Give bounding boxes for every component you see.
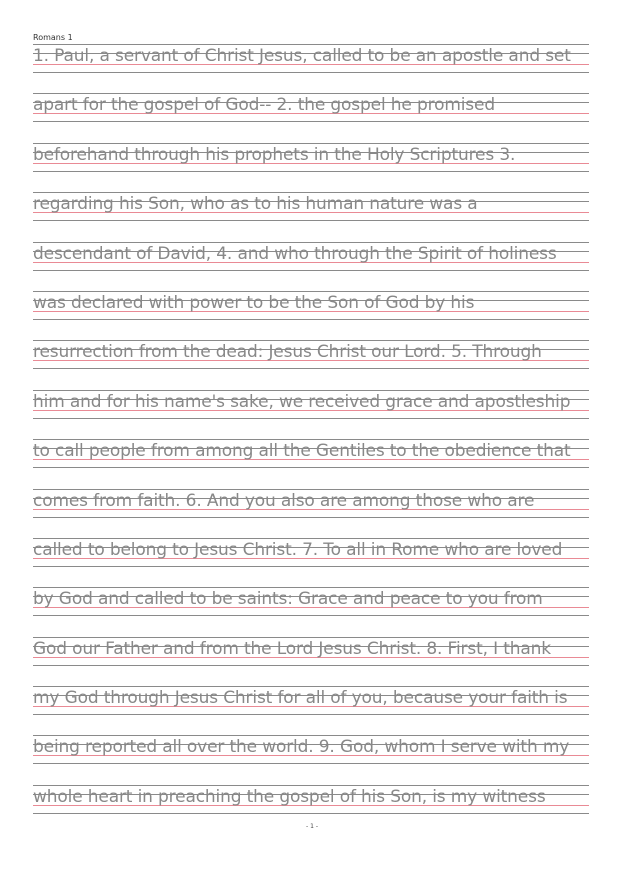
practice-line-6 [33,291,589,340]
tracing-text: 1. Paul, a servant of Christ Jesus, called to be an apostle and set [33,46,571,66]
tracing-text: God our Father and from the Lord Jesus Christ. 8. First, I thank [33,638,551,659]
guide-rule-bottom [33,714,589,715]
page-number: - 1 - [306,823,318,830]
guide-rule-bottom [33,566,589,567]
practice-line-1 [33,44,589,93]
practice-line-3 [33,143,589,192]
practice-line-5 [33,242,589,291]
tracing-text: apart for the gospel of God-- 2. the gospel he promised [33,95,495,116]
tracing-text: descendant of David, 4. and who through the Spirit of holiness [33,243,557,264]
practice-line-11 [33,538,589,587]
guide-rule-bottom [33,319,589,320]
practice-line-15 [33,735,589,784]
page-header: Romans 1 [33,33,73,42]
tracing-text: whole heart in preaching the gospel of his Son, is my witness [33,786,546,807]
tracing-text: comes from faith. 6. And you also are among those who are [33,490,535,511]
handwriting-practice-sheet [33,44,589,834]
practice-line-14 [33,686,589,735]
guide-rule-bottom [33,763,589,764]
practice-line-4 [33,192,589,241]
practice-line-9 [33,439,589,488]
tracing-text: was declared with power to be the Son of God by his [33,292,475,313]
guide-rule-bottom [33,220,589,221]
tracing-text: my God through Jesus Christ for all of you, because your faith is [33,688,568,709]
tracing-text: called to belong to Jesus Christ. 7. To all in Rome who are loved [33,539,563,560]
practice-line-12 [33,587,589,636]
guide-rule-bottom [33,517,589,518]
guide-rule-bottom [33,72,589,73]
practice-line-8 [33,390,589,439]
tracing-text: beforehand through his prophets in the Holy Scriptures 3. [33,144,516,165]
tracing-text: by God and called to be saints: Grace and peace to you from [33,589,543,610]
tracing-text: being reported all over the world. 9. God, whom I serve with my [33,737,570,758]
guide-rule-bottom [33,467,589,468]
tracing-text: regarding his Son, who as to his human nature was a [33,194,478,215]
tracing-text: him and for his name's sake, we received grace and apostleship [33,391,571,412]
guide-rule-bottom [33,368,589,369]
guide-rule-bottom [33,270,589,271]
practice-line-7 [33,340,589,389]
tracing-text: resurrection from the dead: Jesus Christ our Lord. 5. Through [33,342,542,363]
practice-line-13 [33,637,589,686]
guide-rule-bottom [33,121,589,122]
guide-rule-bottom [33,615,589,616]
guide-rule-bottom [33,171,589,172]
practice-line-2 [33,93,589,142]
practice-line-10 [33,489,589,538]
tracing-text: to call people from among all the Gentiles to the obedience that [33,441,571,462]
guide-rule-bottom [33,418,589,419]
guide-rule-bottom [33,813,589,814]
guide-rule-bottom [33,665,589,666]
